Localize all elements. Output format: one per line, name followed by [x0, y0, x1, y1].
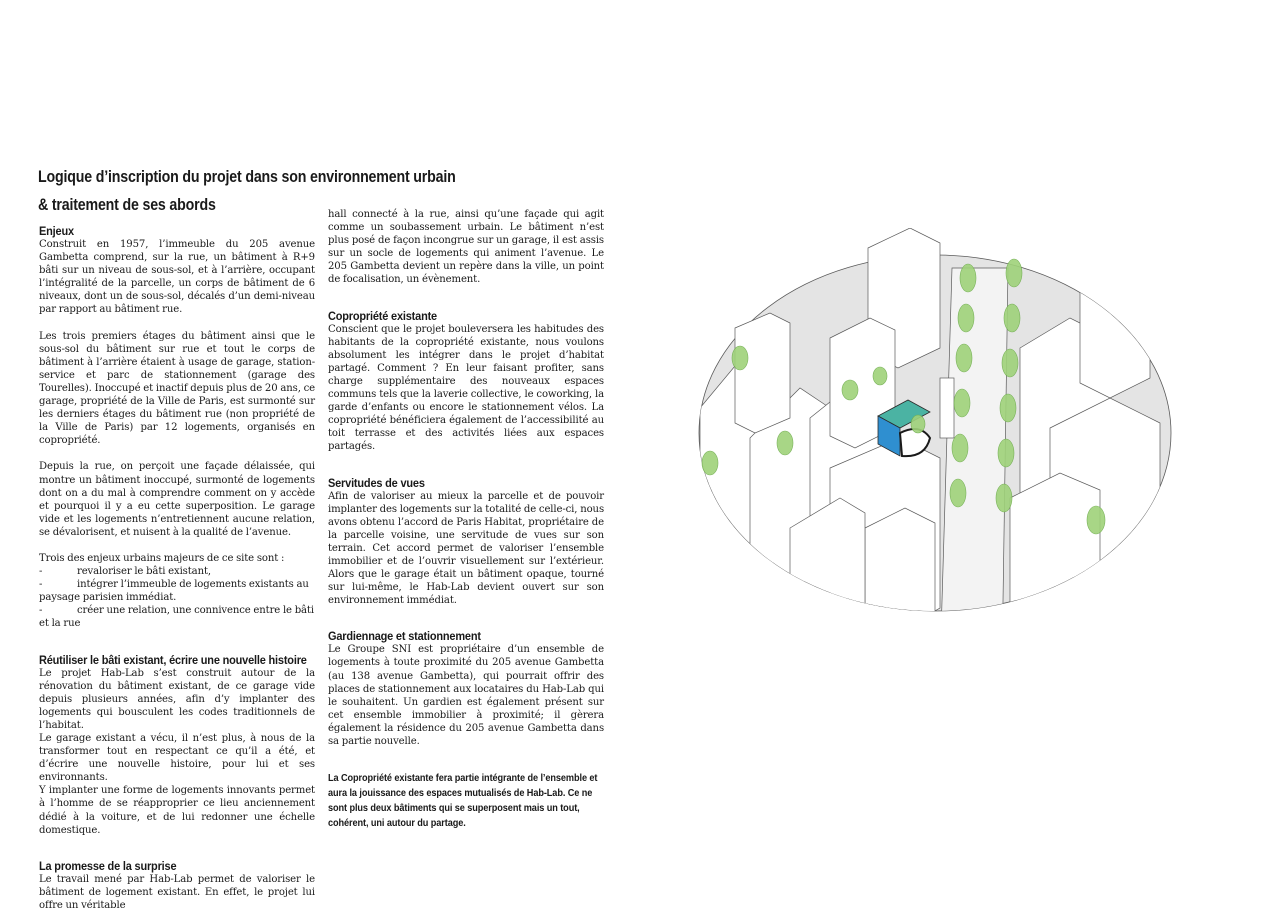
bullet-dash: -: [39, 566, 43, 578]
paragraph: Depuis la rue, on perçoit une façade délaissée, qui montre un bâtiment inoccupé, surmonté de logements dont on a du mal à comprendre comment on y accède et pourquoi il y a eu cette superposition. Le garage vide et les logements n’entretiennent aucune relation, se dévalorisent, et nuisent à la qualité de l’avenue.: [39, 461, 315, 538]
tree: [1004, 304, 1020, 332]
bullet-text: créer une relation, une connivence entre le bâti et la rue: [39, 605, 314, 630]
paragraph: Conscient que le projet bouleversera les habitudes des habitants de la copropriété existante, nous voulons absolument les intégrer dans le projet d’habitat partagé. Comment ? En leur faisant profiter, sans charge supplémentaire des nouveaux espaces communs tels que la laverie collective, le coworking, la garde d’enfants ou encore le stationnement vélos. La copropriété bénéficiera également de l’accessibilité au toit terrasse et des activités liées aux espaces partagés.: [328, 323, 604, 453]
paragraph: Le garage existant a vécu, il n’est plus, à nous de la transformer tout en respectant ce qu’il a été, et d’écrire une nouvelle histoire, pour lui et ses environnants.: [39, 733, 315, 784]
paragraph: Trois des enjeux urbains majeurs de ce site sont :: [39, 552, 285, 564]
section-heading-enjeux: Enjeux: [39, 224, 74, 238]
bullet-dash: -: [39, 605, 43, 617]
tree: [950, 479, 966, 507]
tree: [958, 304, 974, 332]
tree: [960, 264, 976, 292]
tower-block: [735, 313, 790, 433]
tree: [998, 439, 1014, 467]
section-heading-reutiliser: Réutiliser le bâti existant, écrire une nouvelle histoire: [39, 652, 307, 667]
building-block: [865, 508, 935, 658]
text-column-left: [39, 224, 315, 912]
tree: [1087, 506, 1105, 534]
bullet-item: [39, 578, 315, 604]
paragraph: Afin de valoriser au mieux la parcelle et de pouvoir implanter des logements sur la totalité de celle-ci, nous avons obtenu l’accord de Paris Habitat, propriétaire de la parcelle voisine, une servitude de vues sur son terrain. Cet accord permet de valoriser l’ensemble immobilier et de l’ouvrir visuellement sur l’extérieur. Alors que le garage était un bâtiment opaque, tourné sur lui-même, le Hab-Lab devient ouvert sur son environnement immédiat.: [328, 490, 604, 607]
bullet-item: [39, 565, 315, 578]
paragraph: Construit en 1957, l’immeuble du 205 avenue Gambetta comprend, sur la rue, un bâtiment à R+9 bâti sur un niveau de sous-sol, et à l’arrière, occupant l’intégralité de la parcelle, un corps de bâtiment de 6 niveaux, dont un de sous-sol, décalés d’un demi-niveau par rapport au bâtiment rue.: [39, 239, 315, 316]
page-title-line-2: & traitement de ses abords: [38, 196, 216, 214]
paragraph: Y implanter une forme de logements innovants permet à l’homme de se réapproprier ce lieu anciennement dédié à la voiture, et de lui redonner une échelle domestique.: [39, 785, 315, 836]
paragraph: Le Groupe SNI est propriétaire d’un ensemble de logements à toute proximité du 205 avenue Gambetta (au 138 avenue Gambetta), qui pourrait offrir des places de stationnement aux locataires du Hab-Lab qui le souhaitent. Un gardien est également présent sur cet ensemble immobilier à proximité; il gèrera également la résidence du 205 avenue Gambetta dans sa partie nouvelle.: [328, 644, 604, 747]
paragraph: Les trois premiers étages du bâtiment ainsi que le sous-sol du bâtiment sur rue et tout le corps de bâtiment à l’arrière étaient à usage de garage, station-service et parc de stationnement (garage des Tourelles). Inoccupé et inactif depuis plus de 20 ans, ce garage, propriété de la Ville de Paris, est surmonté sur les derniers étages du bâtiment rue (non propriété de la Ville de Paris) par 12 logements, organisés en copropriété.: [39, 330, 315, 447]
tree: [732, 346, 748, 370]
tree: [777, 431, 793, 455]
tree: [842, 380, 858, 400]
tree: [956, 344, 972, 372]
bullet-item: [39, 604, 315, 630]
bullet-text: intégrer l’immeuble de logements existants au paysage parisien immédiat.: [39, 579, 309, 604]
tree: [996, 484, 1012, 512]
highlight-note: La Copropriété existante fera partie intégrante de l’ensemble et aura la jouissance des espaces mutualisés de Hab-Lab. Ce ne sont plus deux bâtiments qui se superposent mais un tout, cohérent, uni autour du partage.: [328, 773, 598, 830]
section-heading-promesse: La promesse de la surprise: [39, 858, 177, 873]
project-tower: [940, 378, 954, 438]
paragraph: Le travail mené par Hab-Lab permet de valoriser le bâtiment de logement existant. En effet, le projet lui offre un véritable: [39, 873, 315, 911]
bullet-list: [39, 565, 315, 630]
bullet-dash: -: [39, 579, 43, 591]
urban-axonometric-illustration: [690, 228, 1180, 668]
paragraph: Le projet Hab-Lab s’est construit autour de la rénovation du bâtiment existant, de ce garage vide depuis plusieurs années, afin d’y implanter des logements qui bousculent les codes traditionnels de l’habitat.: [39, 667, 315, 731]
section-heading-servitudes: Servitudes de vues: [328, 475, 425, 490]
section-heading-gardiennage: Gardiennage et stationnement: [328, 629, 481, 644]
tree: [1000, 394, 1016, 422]
tree: [1002, 349, 1018, 377]
page-title-line-1: Logique d’inscription du projet dans son environnement urbain: [38, 168, 456, 186]
tree: [702, 451, 718, 475]
building-block: [1010, 473, 1100, 653]
building-block: [1080, 273, 1150, 398]
avenue-strip: [940, 268, 1008, 668]
tree: [873, 367, 887, 385]
section-heading-copropriete: Copropriété existante: [328, 308, 437, 323]
tree: [952, 434, 968, 462]
tree: [1006, 259, 1022, 287]
tree: [954, 389, 970, 417]
tree: [911, 415, 925, 433]
bullet-text: revaloriser le bâti existant,: [77, 566, 211, 578]
text-column-right: [328, 208, 604, 831]
paragraph: hall connecté à la rue, ainsi qu’une façade qui agit comme un soubassement urbain. Le bâtiment n’est plus posé de façon incongrue sur un garage, il est assis sur un socle de logements qui animent l’avenue. Le 205 Gambetta devient un repère dans la ville, un point de focalisation, un évènement.: [328, 209, 604, 286]
